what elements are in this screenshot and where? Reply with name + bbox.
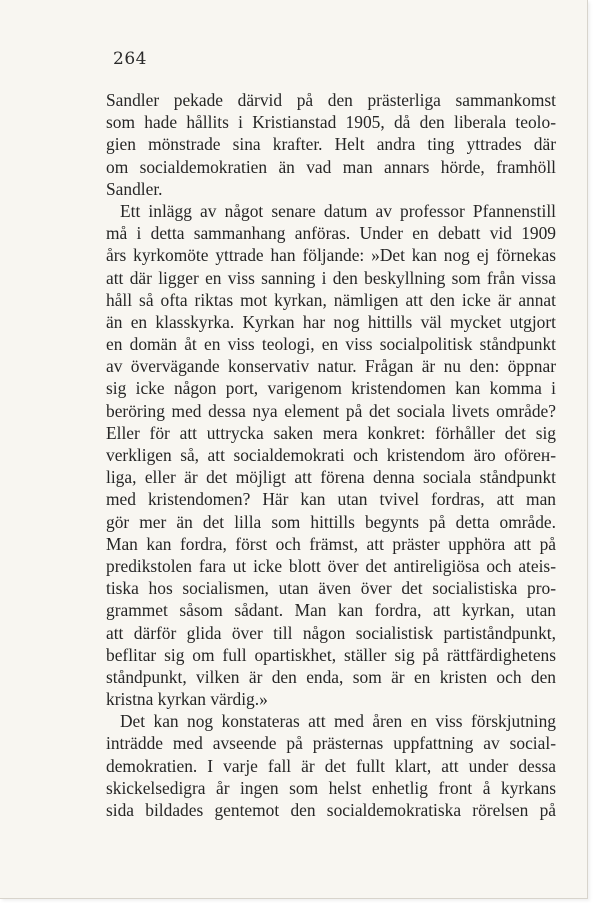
text-line: Man kan fordra, först och främst, att präster upphöra att på [106, 533, 556, 554]
paragraph [106, 200, 556, 710]
text-line: sida bildades gentemot den socialdemokratiska rörelsen på [106, 800, 556, 820]
text-line: inträdde med avseende på prästernas uppfattning av social- [106, 733, 556, 754]
text-line: Det kan nog konstateras att med åren en viss förskjutning [120, 711, 556, 732]
text-line: Sandler pekade därvid på den prästerliga sammankomst [106, 90, 556, 110]
page-number: 264 [113, 49, 147, 69]
text-line: tiska hos socialismen, utan även över det socialistiska pro- [106, 578, 556, 599]
text-line: kristna kyrkan värdig.» [106, 689, 268, 710]
text-line: verkligen så, att socialdemokrati och kristendom äro oförен- [106, 445, 556, 465]
text-line: om socialdemokratien än vad man annars hörde, framhöll [106, 156, 556, 177]
text-line: att därför glida över till någon socialistisk partiståndpunkt, [106, 622, 556, 643]
body-text [106, 89, 556, 821]
text-line: att där ligger en viss sanning i den beskyllning som från vissa [106, 267, 556, 288]
text-line: liga, eller är det möjligt att förena denna sociala ståndpunkt [106, 467, 556, 488]
text-line: Sandler. [106, 178, 163, 199]
text-line: håll så ofta riktas mot kyrkan, nämligen att den icke är annat [106, 289, 556, 310]
text-line: sig icke någon port, varigenom kristendomen kan komma i [106, 378, 556, 399]
text-line: grammet såsom sådant. Man kan fordra, att kyrkan, utan [106, 600, 556, 621]
paragraph [106, 710, 556, 821]
text-line: predikstolen fara ut icke blott över det antireligiösa och ateis- [106, 555, 556, 576]
text-line: Eller för att uttrycka saken mera konkret: förhåller det sig [106, 422, 556, 443]
text-line: skickelsedigra år ingen som helst enhetlig front å kyrkans [106, 777, 556, 798]
text-line: års kyrkomöte yttrade han följande: »Det kan nog ej förnekas [106, 245, 556, 266]
text-line: en domän åt en viss teologi, en viss socialpolitisk ståndpunkt [106, 334, 556, 355]
text-line: ståndpunkt, vilken är den enda, som är en kristen och den [106, 666, 556, 687]
text-line: beröring med dessa nya element på det sociala livets område? [106, 400, 556, 421]
text-line: av övervägande konservativ natur. Frågan är nu den: öppnar [106, 356, 556, 377]
text-line: gör mer än det lilla som hittills begynts på detta område. [106, 511, 556, 532]
text-line: må i detta sammanhang anföras. Under en debatt vid 1909 [106, 223, 556, 244]
text-line: än en klasskyrka. Kyrkan har nog hittills väl mycket utgjort [106, 311, 556, 332]
text-line: gien mönstrade sina krafter. Helt andra ting yttrades där [106, 134, 556, 155]
text-line: demokratien. I varje fall är det fullt klart, att under dessa [106, 755, 556, 776]
text-line: som hade hållits i Kristianstad 1905, då den liberala teolo- [106, 112, 556, 133]
paragraph [106, 89, 556, 200]
text-line: Ett inlägg av något senare datum av professor Pfannenstill [120, 200, 556, 221]
text-line: med kristendomen? Här kan utan tvivel fordras, att man [106, 489, 556, 510]
text-line: beflitar sig om full opartiskhet, ställer sig på rättfärdighetens [106, 644, 556, 665]
